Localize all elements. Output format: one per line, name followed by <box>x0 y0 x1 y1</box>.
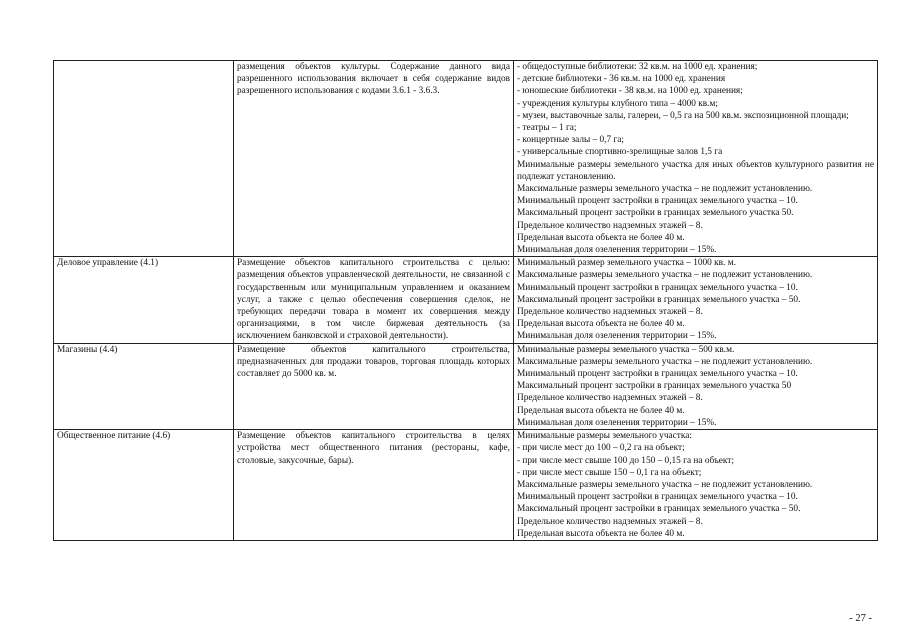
param-line: - при числе мест свыше 150 – 0,1 га на объект; <box>517 467 702 478</box>
param-line: Максимальные размеры земельного участка – не подлежит установлению. <box>517 184 813 195</box>
param-line: Минимальные размеры земельного участка: <box>517 431 692 442</box>
param-line: - универсальные спортивно-зрелищные залов 1,5 га <box>517 147 723 158</box>
param-line: Максимальные размеры земельного участка – не подлежит установлению. <box>517 356 813 367</box>
param-line: Максимальный процент застройки в границах земельного участка 50 <box>517 381 792 392</box>
param-line: Предельное количество надземных этажей – 8. <box>517 307 703 318</box>
table-row <box>54 257 878 343</box>
param-line: Минимальная доля озеленения территории – 15%. <box>517 417 717 428</box>
table-row <box>54 61 878 257</box>
param-line: - театры – 1 га; <box>517 123 577 134</box>
parameters-cell <box>514 61 878 257</box>
param-line: Минимальная доля озеленения территории – 15%. <box>517 331 717 342</box>
param-line: Минимальный процент застройки в границах земельного участка – 10. <box>517 282 798 293</box>
param-line: Минимальные размеры земельного участка – 500 кв.м. <box>517 344 735 355</box>
use-type-cell: Магазины (4.4) <box>54 343 234 429</box>
param-line: Минимальный процент застройки в границах земельного участка – 10. <box>517 196 798 207</box>
param-line: - детские библиотеки - 36 кв.м. на 1000 ед. хранения <box>517 74 726 85</box>
param-line: - при числе мест до 100 – 0,2 га на объект; <box>517 443 685 454</box>
param-line: Максимальный процент застройки в границах земельного участка – 50. <box>517 294 801 305</box>
param-line: Максимальный процент застройки в границах земельного участка 50. <box>517 208 794 219</box>
param-line: - музеи, выставочные залы, галереи, – 0,5 га на 500 кв.м. экспозиционной площади; <box>517 110 849 121</box>
param-line: Минимальный процент застройки в границах земельного участка – 10. <box>517 369 798 380</box>
param-line: - юношеские библиотеки - 38 кв.м. на 1000 ед. хранения; <box>517 86 743 97</box>
param-line: Предельное количество надземных этажей – 8. <box>517 220 703 231</box>
param-line: - общедоступные библиотеки: 32 кв.м. на 1000 ед. хранения; <box>517 62 758 72</box>
param-line: Предельная высота объекта не более 40 м. <box>517 319 685 330</box>
use-description-cell: размещения объектов культуры. Содержание данного вида разрешенного использования включает в себя содержание видов разрешенного использования с кодами 3.6.1 - 3.6.3. <box>234 61 514 257</box>
param-line: Предельное количество надземных этажей – 8. <box>517 516 703 527</box>
use-type-cell: Деловое управление (4.1) <box>54 257 234 343</box>
parameters-cell <box>514 343 878 429</box>
use-description-cell: Размещение объектов капитального строительства, предназначенных для продажи товаров, торговая площадь которых составляет до 5000 кв. м. <box>234 343 514 429</box>
table-row <box>54 343 878 429</box>
param-line: - учреждения культуры клубного типа – 4000 кв.м; <box>517 98 718 109</box>
param-line: Предельное количество надземных этажей – 8. <box>517 393 703 404</box>
param-line: Предельная высота объекта не более 40 м. <box>517 405 685 416</box>
land-use-regulations-table <box>53 60 878 541</box>
param-line: - при числе мест свыше 100 до 150 – 0,15 га на объект; <box>517 455 734 466</box>
use-type-cell: Общественное питание (4.6) <box>54 430 234 541</box>
param-line: Минимальные размеры земельного участка для иных объектов культурного развития не подлежат установлению. <box>517 159 874 182</box>
use-description-cell: Размещение объектов капитального строительства с целью: размещения объектов управленческой деятельности, не связанной с государственным или муниципальным управлением и оказанием услуг, а также с целью обеспечения совершения сделок, не требующих передачи товара в момент их совершения между организациями, в том числе биржевая деятельность (за исключением банковской и страховой деятельности). <box>234 257 514 343</box>
param-line: Минимальный процент застройки в границах земельного участка – 10. <box>517 492 798 503</box>
param-line: Предельная высота объекта не более 40 м. <box>517 528 685 539</box>
parameters-cell <box>514 430 878 541</box>
param-line: - концертные залы – 0,7 га; <box>517 135 624 146</box>
param-line: Минимальная доля озеленения территории – 15%. <box>517 245 717 256</box>
param-line: Максимальный процент застройки в границах земельного участка – 50. <box>517 504 801 515</box>
page-number: - 27 - <box>849 613 872 624</box>
param-line: Максимальные размеры земельного участка – не подлежит установлению. <box>517 479 813 490</box>
param-line: Максимальные размеры земельного участка – не подлежит установлению. <box>517 270 813 281</box>
param-line: Минимальный размер земельного участка – 1000 кв. м. <box>517 258 736 269</box>
param-line: Предельная высота объекта не более 40 м. <box>517 232 685 243</box>
use-description-cell: Размещение объектов капитального строительства в целях устройства мест общественного питания (рестораны, кафе, столовые, закусочные, бары). <box>234 430 514 541</box>
table-row <box>54 430 878 541</box>
parameters-cell <box>514 257 878 343</box>
use-type-cell <box>54 61 234 257</box>
